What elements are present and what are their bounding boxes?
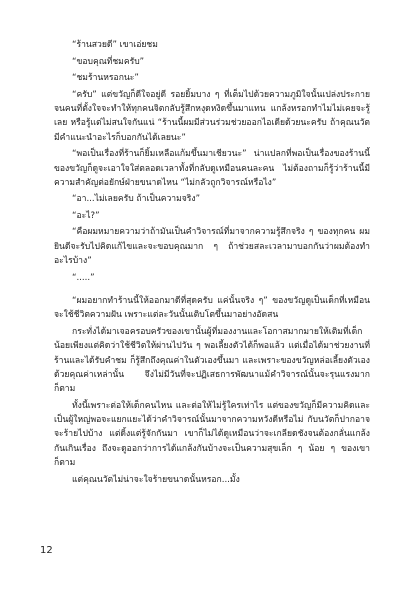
paragraph: “ผมอยากทำร้านนี้ให้ออกมาดีที่สุดครับ แค่นั้นจริง ๆ” ของขวัญดูเป็นเด็กที่เหมือนจะใช้ชีวิตความฝัน เพราะแต่ละวันนั้นเติบโตขึ้นมาอย่างอัดสน (54, 296, 370, 321)
paragraph: “ขอบคุณที่ชมครับ” (72, 56, 145, 67)
paragraph: “ชมร้านหรอกนะ” (72, 73, 139, 84)
paragraph: “คือผมหมายความว่าถ้ามันเป็นคำวิจารณ์ที่มาจากความรู้สึกจริง ๆ ของทุกคน ผมยินดีจะรับไปคิดแก้ไขและจะขอบคุณมาก ๆ ถ้าช่วยสละเวลามาบอกกันว่าผมต้องทำอะไรบ้าง” (54, 227, 370, 267)
paragraph: “.....” (72, 272, 95, 283)
paragraph: “อา...ไม่เลยครับ ถ้าเป็นความจริง” (72, 194, 201, 205)
body-text (54, 38, 370, 489)
paragraph: ทั้งนี้เพราะต่อให้เด็กคนไหน และต่อให้ไม่รู้ใครเท่าไร แต่ของขวัญก็มีความคิดและเป็นผู้ใหญ่พอจะแยกแยะได้ว่าคำวิจารณ์นั้นมาจากความหวังดีหรือไม่ กับนวัตก็ปากอาจจะร้ายไปบ้าง แต่ดิ้งแต่รู้จักกันมา เขาก็ไม่ได้ดูเหมือนว่าจะเกลียดชังจนต้องกลั่นแกล้งกันเกินเรื่อง ถึงจะดูออกว่าการได้แกล้งกันบ้างจะเป็นความสุขเล็ก ๆ น้อย ๆ ของเขาก็ตาม (54, 400, 370, 469)
page-number: 12 (40, 545, 53, 556)
paragraph: “ร้านสวยดี” เขาเอ่ยชม (72, 40, 158, 50)
paragraph: “ครับ” แต่ขวัญก็ดีใจอยู่ดี รอยยิ้มบาง ๆ ที่เต็มไปด้วยความภูมิใจนั้นเปล่งประกายจนคนที่ตั้งใจจะทำให้ทุกคนจิตกลับรู้สึกหงุดหงิดขึ้นมาแทน แกล้งหรอกทำไมไม่เคยจะรู้เลย หรือรู้แต่ไม่สนใจกันแน่ “ร้านนี้ผมมีส่วนร่วมช่วยออกไอเดียด้วยนะครับ ถ้าคุณนวัตมีคำแนะนำอะไรก็บอกกันได้เลยนะ” (54, 89, 370, 143)
paragraph: แต่คุณนวัตไม่น่าจะใจร้ายขนาดนั้นหรอก...มั้ง (72, 474, 240, 485)
paragraph: กระทั่งได้มาเจอครอบครัวของเขานั้นผู้ที่มองงานและโอกาสมากมายให้เติมที่เด็กน้อยเพียงแต่คิดว่าใช้ชีวิตให้ผ่านไปวัน ๆ พอเลี้ยงตัวได้ก็พอแล้ว แต่เมื่อได้มาช่วยงานที่ร้านและได้รับคำชม ก็รู้สึกถึงคุณค่าในตัวเองขึ้นมา และเพราะของขวัญหล่อเลี้ยงตัวเองด้วยคุณค่าเหล่านั้น จึงไม่มีวันที่จะปฏิเสธการพัฒนาแม้คำวิจารณ์นั้นจะรุนแรงมากก็ตาม (54, 326, 370, 395)
paragraph: “อะไ?” (72, 210, 100, 221)
paragraph: “พอเป็นเรื่องที่ร้านก็ยิ้มเหลือแก้มขึ้นมาเชียวนะ” น่าแปลกที่พอเป็นเรื่องของร้านนี้ ของขวัญก็ดูจะเอาใจใส่ตลอดเวลาทั้งที่กลับดูเหมือนคนละคน ไม่ต้องถามก็รู้ว่าร้านนี้มีความสำคัญต่อยักษ์ฝ่ายขนาดไหน “ไม่กลัวถูกวิจารณ์หรือไง” (54, 149, 370, 188)
